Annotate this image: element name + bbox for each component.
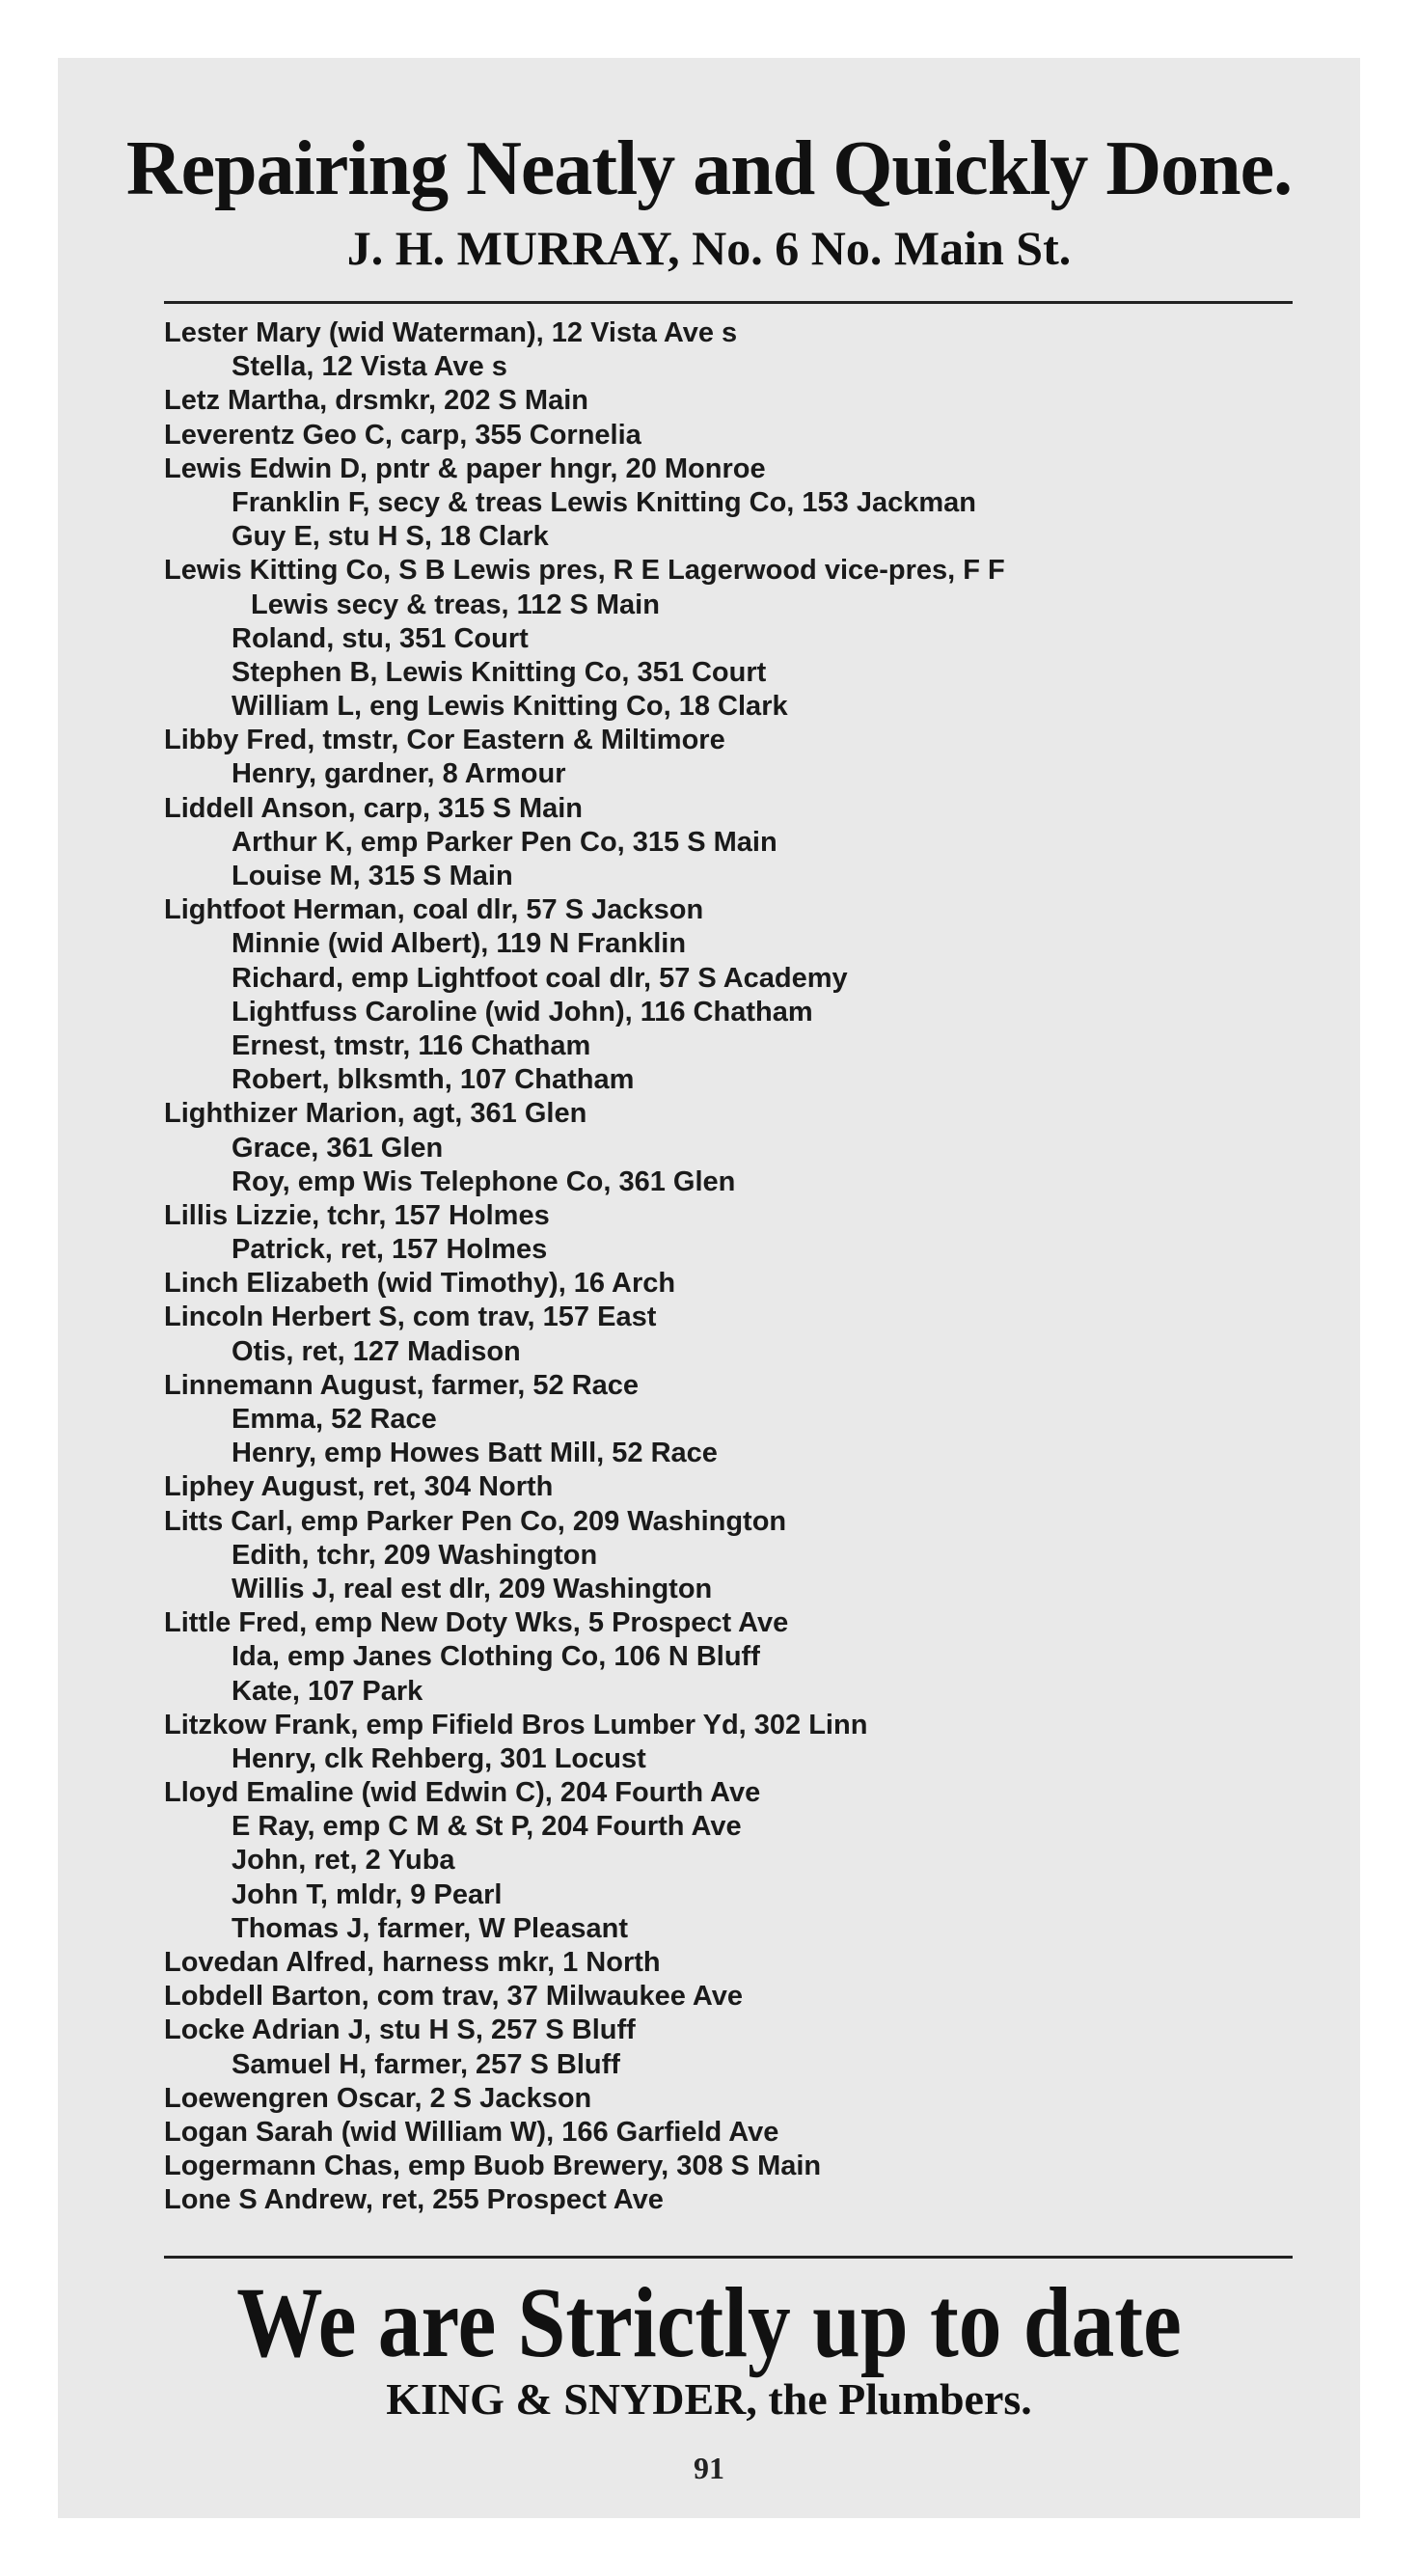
directory-entry: Lloyd Emaline (wid Edwin C), 204 Fourth Ave (164, 1777, 761, 1809)
directory-entry: Liddell Anson, carp, 315 S Main (164, 792, 584, 824)
directory-entry: Liphey August, ret, 304 North (164, 1471, 554, 1503)
directory-entry: Henry, emp Howes Batt Mill, 52 Race (232, 1438, 718, 1469)
directory-entry: Emma, 52 Race (232, 1404, 437, 1435)
directory-entry: Lillis Lizzie, tchr, 157 Holmes (164, 1199, 550, 1231)
directory-entry: Leverentz Geo C, carp, 355 Cornelia (164, 419, 641, 451)
directory-entry: William L, eng Lewis Knitting Co, 18 Clark (232, 691, 788, 723)
directory-entry: Lightfoot Herman, coal dlr, 57 S Jackson (164, 894, 704, 926)
directory-entry: John T, mldr, 9 Pearl (232, 1878, 503, 1910)
footer-ad-business: KING & SNYDER, the Plumbers. (386, 2374, 1032, 2424)
directory-entry: Franklin F, secy & treas Lewis Knitting Co, 153 Jackman (232, 486, 976, 518)
directory-entry: Kate, 107 Park (232, 1675, 423, 1707)
directory-entry: Loewengren Oscar, 2 S Jackson (164, 2082, 592, 2114)
directory-entry: Edith, tchr, 209 Washington (232, 1539, 598, 1571)
top-divider (164, 301, 1293, 304)
directory-entry: Henry, gardner, 8 Armour (232, 758, 566, 790)
directory-entry: Lewis secy & treas, 112 S Main (251, 589, 660, 620)
directory-entry: Letz Martha, drsmkr, 202 S Main (164, 385, 588, 417)
directory-entry: Otis, ret, 127 Madison (232, 1335, 521, 1367)
directory-entry: Grace, 361 Glen (232, 1132, 444, 1164)
directory-entry: Lewis Edwin D, pntr & paper hngr, 20 Monroe (164, 452, 766, 484)
directory-entry: Linnemann August, farmer, 52 Race (164, 1369, 640, 1401)
directory-entry: Thomas J, farmer, W Pleasant (232, 1912, 628, 1944)
directory-entry: Lovedan Alfred, harness mkr, 1 North (164, 1947, 661, 1978)
directory-entry: Lighthizer Marion, agt, 361 Glen (164, 1098, 587, 1130)
bottom-divider (164, 2256, 1293, 2259)
directory-entry: Litzkow Frank, emp Fifield Bros Lumber Yd, 302 Linn (164, 1709, 868, 1740)
directory-entry: E Ray, emp C M & St P, 204 Fourth Ave (232, 1811, 742, 1843)
directory-entry: Ernest, tmstr, 116 Chatham (232, 1029, 591, 1061)
directory-entry: Roy, emp Wis Telephone Co, 361 Glen (232, 1165, 736, 1197)
directory-entry: Willis J, real est dlr, 209 Washington (232, 1573, 713, 1604)
directory-entry: Locke Adrian J, stu H S, 257 S Bluff (164, 2014, 636, 2046)
directory-entry: Logermann Chas, emp Buob Brewery, 308 S Main (164, 2151, 822, 2182)
directory-entry: Roland, stu, 351 Court (232, 622, 529, 654)
footer-ad-slogan: We are Strictly up to date (236, 2267, 1182, 2378)
directory-entry: Louise M, 315 S Main (232, 861, 513, 891)
directory-entry: Ida, emp Janes Clothing Co, 106 N Bluff (232, 1641, 760, 1673)
directory-entry: Logan Sarah (wid William W), 166 Garfield Ave (164, 2116, 779, 2148)
page-number: 91 (694, 2451, 724, 2485)
directory-entry: Lone S Andrew, ret, 255 Prospect Ave (164, 2184, 664, 2216)
directory-entry: Samuel H, farmer, 257 S Bluff (232, 2048, 620, 2080)
directory-entry: Linch Elizabeth (wid Timothy), 16 Arch (164, 1268, 676, 1300)
directory-entry: Robert, blksmth, 107 Chatham (232, 1064, 635, 1096)
directory-entry: Stephen B, Lewis Knitting Co, 351 Court (232, 656, 767, 688)
header-ad-slogan: Repairing Neatly and Quickly Done. (125, 126, 1293, 211)
directory-entry: Lester Mary (wid Waterman), 12 Vista Ave s (164, 317, 738, 348)
directory-entry: Minnie (wid Albert), 119 N Franklin (232, 928, 687, 960)
directory-page (58, 58, 1360, 2518)
directory-entry: Lobdell Barton, com trav, 37 Milwaukee Ave (164, 1981, 744, 2013)
directory-entry: Arthur K, emp Parker Pen Co, 315 S Main (232, 826, 777, 858)
directory-entry: John, ret, 2 Yuba (232, 1845, 455, 1877)
directory-entry: Lewis Kitting Co, S B Lewis pres, R E Lagerwood vice-pres, F F (164, 555, 1005, 587)
directory-entry: Richard, emp Lightfoot coal dlr, 57 S Academy (232, 962, 848, 994)
directory-entry: Lightfuss Caroline (wid John), 116 Chatham (232, 996, 813, 1028)
header-ad-business: J. H. MURRAY, No. 6 No. Main St. (346, 221, 1072, 275)
directory-listing (164, 316, 1322, 2218)
directory-entry: Stella, 12 Vista Ave s (232, 351, 507, 383)
directory-entry: Patrick, ret, 157 Holmes (232, 1234, 548, 1266)
directory-entry: Little Fred, emp New Doty Wks, 5 Prospect Ave (164, 1607, 789, 1639)
directory-entry: Libby Fred, tmstr, Cor Eastern & Miltimore (164, 725, 725, 756)
directory-entry: Litts Carl, emp Parker Pen Co, 209 Washington (164, 1505, 787, 1537)
directory-entry: Guy E, stu H S, 18 Clark (232, 521, 549, 553)
directory-entry: Lincoln Herbert S, com trav, 157 East (164, 1302, 657, 1333)
directory-entry: Henry, clk Rehberg, 301 Locust (232, 1742, 646, 1774)
